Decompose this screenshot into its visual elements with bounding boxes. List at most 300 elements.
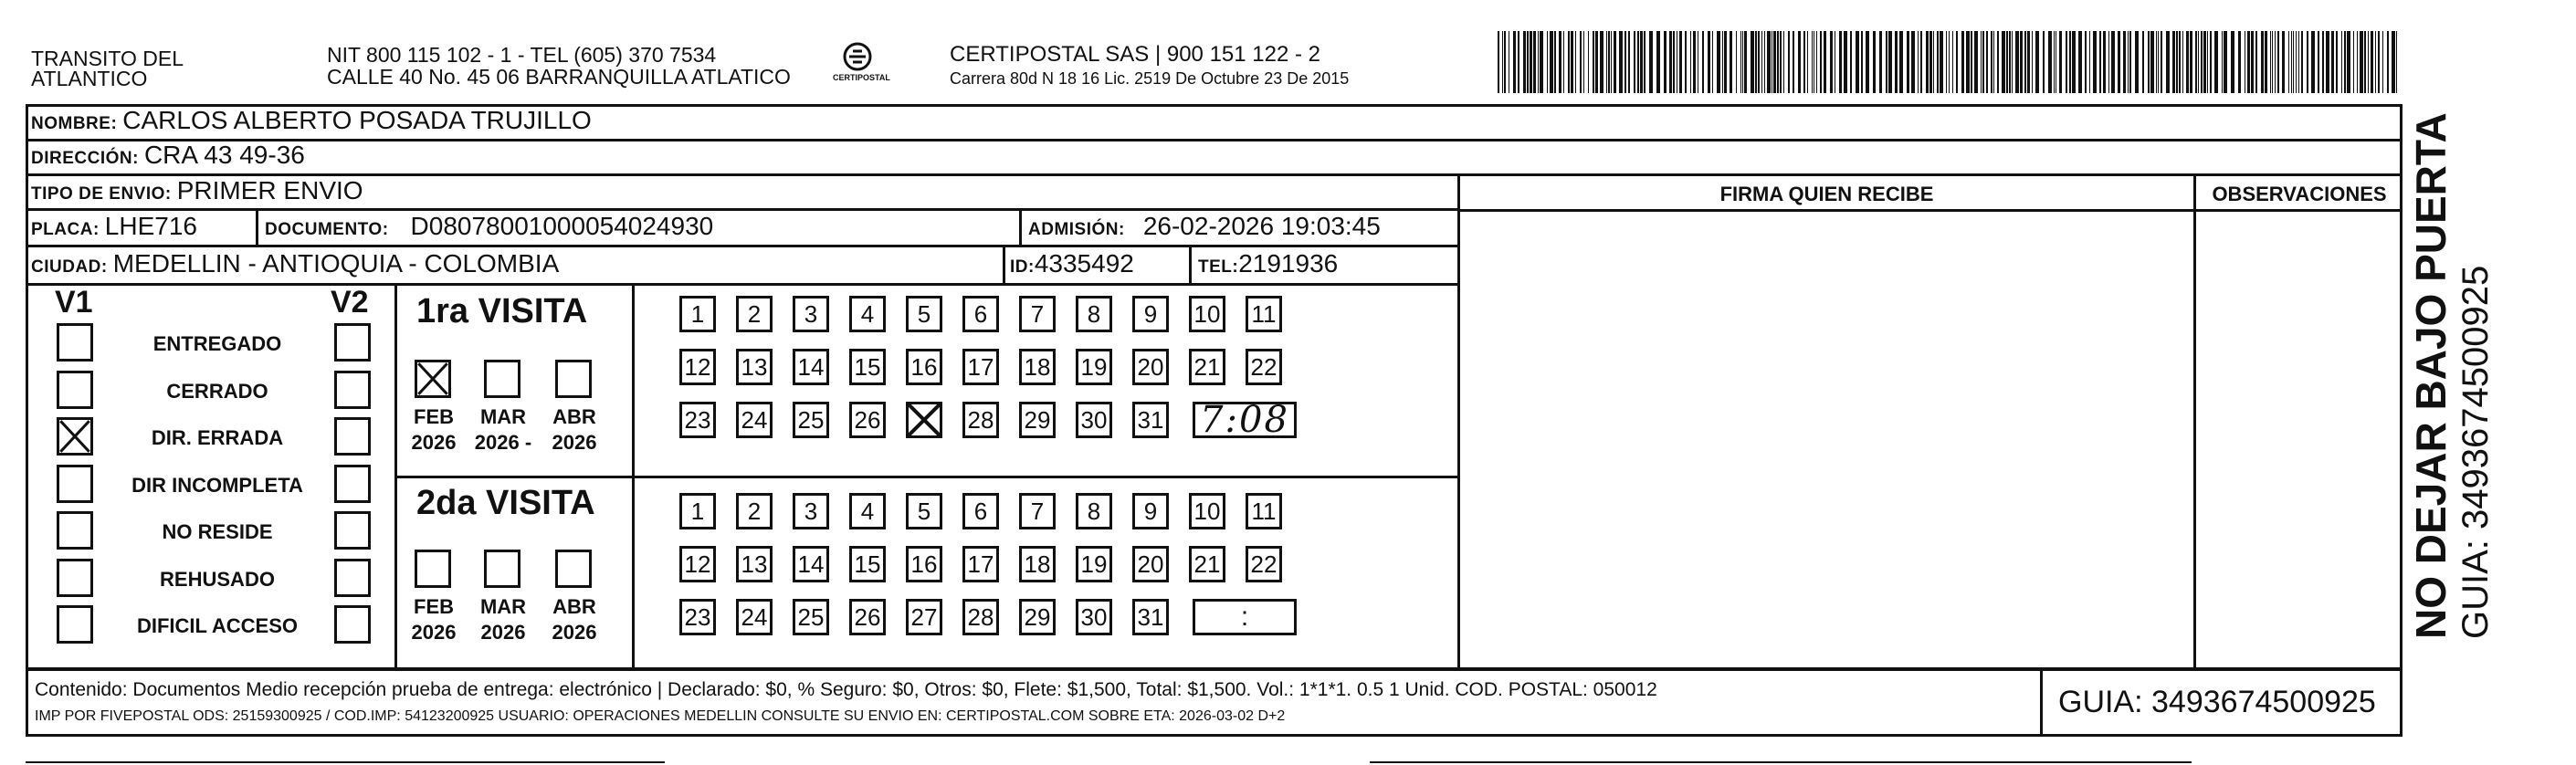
day-box[interactable]: 8 [1076, 296, 1112, 332]
barcode-bar [1644, 31, 1645, 93]
day-box[interactable]: 31 [1132, 599, 1169, 635]
barcode-bar [2375, 31, 2376, 93]
day-box[interactable]: 15 [849, 546, 886, 582]
barcode-bar [2396, 31, 2397, 93]
rule [1370, 761, 2192, 763]
rule [256, 208, 258, 246]
barcode-bar [2301, 31, 2303, 93]
barcode-bar [1656, 31, 1660, 93]
day-box[interactable]: 10 [1189, 296, 1225, 332]
day-box[interactable]: 4 [849, 493, 886, 529]
rule [26, 734, 2403, 737]
barcode-bar [1502, 31, 1503, 93]
day-box[interactable]: 20 [1132, 349, 1169, 385]
barcode-bar [2272, 31, 2273, 93]
barcode-bar [1856, 31, 1859, 93]
barcode-bar [1861, 31, 1863, 93]
barcode-bar [1724, 31, 1727, 93]
tel-label: TEL: [1198, 257, 1239, 277]
day-box[interactable]: 9 [1132, 296, 1169, 332]
second-visit-title: 2da VISITA [416, 484, 595, 522]
barcode-bar [2002, 31, 2005, 93]
id-label: ID: [1010, 257, 1035, 277]
barcode-bar [1568, 31, 1570, 93]
barcode-bar [2032, 31, 2033, 93]
v2-checkbox[interactable] [334, 465, 371, 503]
v1-checkbox[interactable] [57, 323, 93, 362]
year-label: 2026 [411, 621, 457, 644]
day-box[interactable]: 12 [679, 349, 716, 385]
barcode-bar [1986, 31, 1988, 93]
barcode-bar [2166, 31, 2170, 93]
month-checkbox[interactable] [415, 550, 451, 588]
barcode-bar [2331, 31, 2334, 93]
barcode-bar [1761, 31, 1762, 93]
month-label: ABR [552, 405, 596, 428]
barcode-bar [2069, 31, 2071, 93]
admision-label: ADMISIÓN: [1028, 220, 1125, 239]
barcode-bar [1702, 31, 1704, 93]
barcode-bar [1722, 31, 1723, 93]
rule [26, 283, 1460, 286]
barcode-bar [2150, 31, 2154, 93]
rule [2400, 668, 2403, 735]
day-box[interactable]: 30 [1076, 599, 1112, 635]
barcode-bar [1812, 31, 1813, 93]
barcode-bar [1685, 31, 1687, 93]
barcode-bar [1926, 31, 1929, 93]
day-box[interactable]: 1 [679, 296, 716, 332]
tipo-envio-field [31, 176, 363, 205]
ciudad-value: MEDELLIN - ANTIOQUIA - COLOMBIA [112, 249, 560, 278]
barcode-bar [1767, 31, 1771, 93]
barcode-bar [2203, 31, 2206, 93]
barcode-bar [1966, 31, 1970, 93]
day-box[interactable]: 16 [906, 349, 942, 385]
documento-label: DOCUMENTO: [265, 220, 389, 239]
barcode-bar [1717, 31, 1720, 93]
barcode-bar [2336, 31, 2338, 93]
year-label: 2026 - [474, 431, 532, 454]
barcode-bar [2251, 31, 2254, 93]
tipo-envio-label: TIPO DE ENVIO: [31, 184, 172, 204]
day-box[interactable]: 17 [962, 349, 999, 385]
tel-value: 2191936 [1238, 249, 1339, 278]
month-label: FEB [414, 595, 454, 618]
barcode-bar [2006, 31, 2008, 93]
barcode-bar [1783, 31, 1784, 93]
v1-checkbox[interactable] [57, 417, 93, 456]
barcode-bar [2148, 31, 2150, 93]
day-box[interactable]: 27 [906, 599, 942, 635]
barcode-bar [1918, 31, 1919, 93]
barcode-bar [1740, 31, 1741, 93]
day-box[interactable]: 10 [1189, 493, 1225, 529]
time-box[interactable]: 7:08 [1193, 402, 1297, 438]
barcode-bar [1550, 31, 1553, 93]
barcode-bar [2288, 31, 2289, 93]
barcode-bar [1649, 31, 1653, 93]
barcode-bar [1850, 31, 1852, 93]
barcode-bar [2291, 31, 2292, 93]
barcode-bar [2158, 31, 2159, 93]
barcode-bar [2142, 31, 2144, 93]
barcode-bar [2255, 31, 2257, 93]
barcode-bar [2059, 31, 2062, 93]
barcode-bar [2195, 31, 2197, 93]
barcode-bar [1866, 31, 1869, 93]
barcode-bar [2311, 31, 2315, 93]
reason-label: ENTREGADO [152, 332, 282, 355]
day-box[interactable]: 30 [1076, 402, 1112, 438]
day-box[interactable]: 16 [906, 546, 942, 582]
org-name-line2: ATLANTICO [31, 67, 148, 90]
barcode-bar [2392, 31, 2395, 93]
year-label: 2026 [552, 431, 597, 454]
day-box[interactable]: 24 [736, 599, 773, 635]
barcode-bar [1736, 31, 1737, 93]
barcode-bar [1575, 31, 1576, 93]
barcode-bar [1538, 31, 1539, 93]
direccion-label: DIRECCIÓN: [31, 149, 139, 168]
day-box[interactable]: 2 [736, 493, 773, 529]
barcode-bar [1929, 31, 1932, 93]
barcode-bar [1755, 31, 1757, 93]
month-label: MAR [479, 595, 527, 618]
address-line: CALLE 40 No. 45 06 BARRANQUILLA ATLATICO [327, 65, 791, 89]
placa-field [31, 212, 197, 241]
day-box[interactable]: 31 [1132, 402, 1169, 438]
barcode-bar [1730, 31, 1732, 93]
barcode-bar [2298, 31, 2299, 93]
barcode-bar [2210, 31, 2212, 93]
v2-checkbox[interactable] [334, 323, 371, 362]
v2-checkbox[interactable] [334, 417, 371, 456]
barcode-bar [1559, 31, 1561, 93]
rule [26, 245, 1460, 247]
print-info-line: IMP POR FIVEPOSTAL ODS: 25159300925 / COD.IMP: 54123200925 USUARIO: OPERACIONES MEDELLIN CONSULTE SU ENVIO EN: CERTIPOSTAL.COM SOBRE ETA: 2026-03-02 D+2 [35, 708, 1286, 724]
day-box[interactable]: 20 [1132, 546, 1169, 582]
barcode-bar [2318, 31, 2319, 93]
barcode-bar [2123, 31, 2126, 93]
day-box[interactable]: 12 [679, 546, 716, 582]
barcode-bar [2198, 31, 2199, 93]
ciudad-label: CIUDAD: [31, 257, 108, 277]
day-box[interactable]: 22 [1246, 546, 1282, 582]
nit-line: NIT 800 115 102 - 1 - TEL (605) 370 7534 [327, 43, 717, 67]
ciudad-field [31, 249, 559, 278]
day-box[interactable]: 11 [1246, 493, 1282, 529]
barcode-bar [1937, 31, 1939, 93]
nombre-value: CARLOS ALBERTO POSADA TRUJILLO [122, 106, 592, 134]
month-checkbox[interactable] [484, 360, 520, 398]
v2-checkbox[interactable] [334, 605, 371, 644]
reason-label: REHUSADO [160, 567, 275, 591]
barcode-bar [1712, 31, 1713, 93]
barcode-bar [1899, 31, 1903, 93]
barcode [1498, 31, 2397, 93]
day-box[interactable]: 3 [793, 493, 829, 529]
v2-checkbox[interactable] [334, 511, 371, 550]
documento-field [265, 212, 713, 241]
barcode-bar [2347, 31, 2350, 93]
v2-checkbox[interactable] [334, 559, 371, 597]
day-box[interactable]: 23 [679, 402, 716, 438]
day-box[interactable]: 13 [736, 546, 773, 582]
barcode-bar [2277, 31, 2279, 93]
rule [394, 476, 1460, 478]
barcode-bar [1807, 31, 1808, 93]
barcode-bar [2089, 31, 2090, 93]
barcode-bar [1708, 31, 1710, 93]
barcode-bar [2261, 31, 2264, 93]
barcode-bar [1580, 31, 1582, 93]
barcode-bar [1961, 31, 1964, 93]
day-box[interactable]: 19 [1076, 546, 1112, 582]
barcode-bar [2085, 31, 2087, 93]
reason-label: CERRADO [166, 379, 268, 403]
day-box[interactable]: 7 [1019, 493, 1056, 529]
barcode-bar [2054, 31, 2055, 93]
day-box[interactable]: 15 [849, 349, 886, 385]
barcode-bar [2156, 31, 2157, 93]
direccion-field [31, 141, 305, 170]
barcode-bar [1563, 31, 1564, 93]
rule [1457, 209, 2403, 212]
barcode-bar [1504, 31, 1506, 93]
day-box[interactable]: 17 [962, 546, 999, 582]
v1-checkbox[interactable] [57, 605, 93, 644]
day-box[interactable]: 28 [962, 402, 999, 438]
day-box[interactable]: 13 [736, 349, 773, 385]
barcode-bar [1764, 31, 1765, 93]
barcode-bar [2078, 31, 2082, 93]
barcode-bar [2161, 31, 2162, 93]
barcode-bar [1981, 31, 1982, 93]
nombre-field [31, 106, 592, 135]
barcode-bar [1664, 31, 1667, 93]
barcode-bar [1971, 31, 1972, 93]
barcode-bar [1940, 31, 1943, 93]
day-box[interactable]: 6 [962, 296, 999, 332]
barcode-bar [1540, 31, 1543, 93]
barcode-bar [2129, 31, 2131, 93]
side-guia: GUIA: 3493674500925 [2455, 265, 2496, 639]
barcode-bar [1679, 31, 1682, 93]
day-box[interactable]: 29 [1019, 402, 1056, 438]
day-box[interactable] [906, 402, 942, 438]
barcode-bar [2179, 31, 2181, 93]
day-box[interactable]: 19 [1076, 349, 1112, 385]
barcode-bar [2224, 31, 2227, 93]
barcode-bar [2186, 31, 2189, 93]
barcode-bar [1619, 31, 1623, 93]
rule [26, 668, 2403, 671]
barcode-bar [2135, 31, 2139, 93]
barcode-bar [2207, 31, 2208, 93]
barcode-bar [1751, 31, 1754, 93]
barcode-bar [1816, 31, 1817, 93]
day-box[interactable]: 3 [793, 296, 829, 332]
barcode-bar [1803, 31, 1805, 93]
year-label: 2026 [480, 621, 526, 644]
barcode-bar [2307, 31, 2308, 93]
barcode-bar [2364, 31, 2366, 93]
reason-label: DIR. ERRADA [151, 426, 284, 449]
rule [26, 173, 2403, 176]
barcode-bar [1879, 31, 1882, 93]
v1-checkbox[interactable] [57, 511, 93, 550]
barcode-bar [1608, 31, 1610, 93]
barcode-bar [1888, 31, 1892, 93]
time-box[interactable]: : [1193, 599, 1297, 635]
barcode-bar [1933, 31, 1934, 93]
barcode-bar [1571, 31, 1573, 93]
day-box[interactable]: 7 [1019, 296, 1056, 332]
rule [1019, 208, 1022, 246]
barcode-bar [2322, 31, 2324, 93]
rule [26, 208, 1460, 211]
logo-caption: CERTIPOSTAL [833, 73, 890, 82]
day-box[interactable]: 1 [679, 493, 716, 529]
rule [1003, 245, 1005, 283]
barcode-bar [2201, 31, 2203, 93]
barcode-bar [1793, 31, 1794, 93]
year-label: 2026 [411, 431, 457, 454]
barcode-bar [1693, 31, 1696, 93]
barcode-bar [1628, 31, 1630, 93]
day-box[interactable]: 28 [962, 599, 999, 635]
rule [26, 139, 2403, 141]
barcode-bar [1873, 31, 1876, 93]
barcode-bar [1614, 31, 1616, 93]
tipo-envio-value: PRIMER ENVIO [176, 176, 363, 204]
day-box[interactable]: 25 [793, 402, 829, 438]
barcode-bar [2344, 31, 2346, 93]
barcode-bar [2027, 31, 2030, 93]
barcode-bar [2172, 31, 2175, 93]
day-box[interactable]: 6 [962, 493, 999, 529]
barcode-bar [2048, 31, 2052, 93]
barcode-bar [1518, 31, 1519, 93]
barcode-bar [1593, 31, 1594, 93]
day-box[interactable]: 24 [736, 402, 773, 438]
day-box[interactable]: 14 [793, 546, 829, 582]
observaciones-header: OBSERVACIONES [2212, 183, 2387, 205]
barcode-bar [1991, 31, 1992, 93]
barcode-bar [1527, 31, 1529, 93]
barcode-bar [1982, 31, 1984, 93]
barcode-bar [1780, 31, 1782, 93]
day-box[interactable]: 5 [906, 493, 942, 529]
barcode-bar [1634, 31, 1635, 93]
month-checkbox[interactable] [484, 550, 520, 588]
day-box[interactable]: 14 [793, 349, 829, 385]
day-box[interactable]: 8 [1076, 493, 1112, 529]
v1-checkbox[interactable] [57, 465, 93, 503]
barcode-bar [2360, 31, 2363, 93]
day-box[interactable]: 23 [679, 599, 716, 635]
rule [26, 761, 665, 763]
v2-header: V2 [331, 285, 369, 320]
id-value: 4335492 [1034, 249, 1134, 278]
day-box[interactable]: 29 [1019, 599, 1056, 635]
rule [1457, 173, 1460, 671]
v2-checkbox[interactable] [334, 371, 371, 409]
day-box[interactable]: 4 [849, 296, 886, 332]
rule [26, 668, 28, 735]
barcode-bar [2238, 31, 2241, 93]
day-box[interactable]: 26 [849, 599, 886, 635]
barcode-bar [2368, 31, 2369, 93]
day-box[interactable]: 25 [793, 599, 829, 635]
month-checkbox[interactable] [415, 360, 451, 398]
placa-value: LHE716 [104, 212, 197, 240]
barcode-bar [1993, 31, 1994, 93]
barcode-bar [1498, 31, 1499, 93]
reason-label: DIR INCOMPLETA [131, 473, 303, 497]
year-label: 2026 [552, 621, 597, 644]
day-box[interactable]: 21 [1189, 349, 1225, 385]
barcode-bar [2093, 31, 2097, 93]
barcode-bar [2009, 31, 2011, 93]
admision-field [1028, 212, 1381, 241]
barcode-bar [1588, 31, 1589, 93]
barcode-bar [2035, 31, 2039, 93]
certipostal-logo [831, 40, 890, 91]
v1-checkbox[interactable] [57, 371, 93, 409]
day-box[interactable]: 18 [1019, 349, 1056, 385]
barcode-bar [2270, 31, 2271, 93]
day-box[interactable]: 5 [906, 296, 942, 332]
rule [2193, 173, 2196, 671]
barcode-bar [2012, 31, 2013, 93]
barcode-bar [2128, 31, 2129, 93]
month-checkbox[interactable] [555, 550, 592, 588]
day-box[interactable]: 9 [1132, 493, 1169, 529]
barcode-bar [2353, 31, 2354, 93]
rule [1189, 245, 1192, 283]
barcode-bar [1949, 31, 1950, 93]
barcode-bar [1554, 31, 1556, 93]
barcode-bar [1530, 31, 1532, 93]
barcode-bar [2020, 31, 2023, 93]
barcode-bar [1974, 31, 1978, 93]
footer-guia: GUIA: 3493674500925 [2058, 685, 2376, 719]
day-box[interactable]: 21 [1189, 546, 1225, 582]
barcode-bar [2247, 31, 2250, 93]
barcode-bar [2293, 31, 2294, 93]
day-box[interactable]: 18 [1019, 546, 1056, 582]
courier-license: Carrera 80d N 18 16 Lic. 2519 De Octubre 23 De 2015 [950, 69, 1350, 88]
month-label: MAR [479, 405, 527, 428]
day-box[interactable]: 26 [849, 402, 886, 438]
day-box[interactable]: 11 [1246, 296, 1282, 332]
side-panel [2407, 112, 2497, 639]
barcode-bar [2265, 31, 2267, 93]
barcode-bar [2275, 31, 2276, 93]
barcode-bar [1690, 31, 1691, 93]
v1-checkbox[interactable] [57, 559, 93, 597]
barcode-bar [2378, 31, 2380, 93]
day-box[interactable]: 2 [736, 296, 773, 332]
tel-field [1198, 249, 1338, 278]
month-checkbox[interactable] [555, 360, 592, 398]
day-box[interactable]: 22 [1246, 349, 1282, 385]
v1-header: V1 [55, 285, 93, 320]
barcode-bar [1956, 31, 1958, 93]
barcode-bar [1758, 31, 1760, 93]
